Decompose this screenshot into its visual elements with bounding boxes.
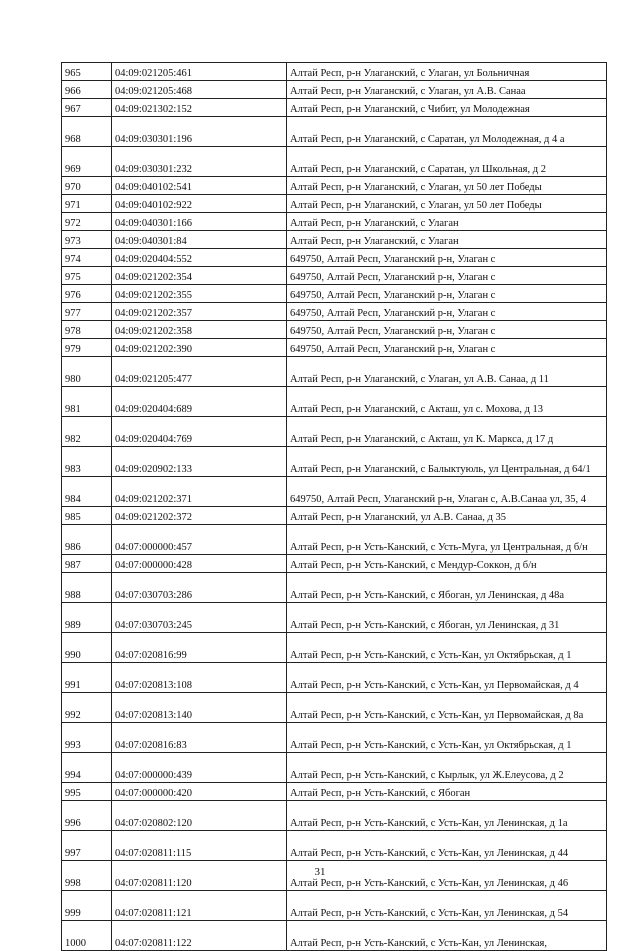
table-row (62, 507, 607, 525)
row-number-cell: 997 (62, 831, 112, 861)
address-cell: Алтай Респ, р-н Улаганский, с Балыктуюль, ул Центральная, д 64/1 (287, 447, 607, 477)
cadastral-number-cell: 04:09:021202:354 (112, 267, 287, 285)
row-number-cell: 986 (62, 525, 112, 555)
address-cell: 649750, Алтай Респ, Улаганский р-н, Улаган с (287, 249, 607, 267)
address-cell: Алтай Респ, р-н Улаганский, с Саратан, ул Школьная, д 2 (287, 147, 607, 177)
table-row (62, 267, 607, 285)
cadastral-number-cell: 04:07:030703:286 (112, 573, 287, 603)
table-row (62, 249, 607, 267)
cadastral-number-cell: 04:09:020902:133 (112, 447, 287, 477)
address-cell: 649750, Алтай Респ, Улаганский р-н, Улаган с, А.В.Санаа ул, 35, 4 (287, 477, 607, 507)
row-number-cell: 969 (62, 147, 112, 177)
table-row (62, 633, 607, 663)
cadastral-number-cell: 04:07:000000:428 (112, 555, 287, 573)
row-number-cell: 981 (62, 387, 112, 417)
table-row (62, 63, 607, 81)
cadastral-number-cell: 04:09:020404:552 (112, 249, 287, 267)
row-number-cell: 999 (62, 891, 112, 921)
table-row (62, 117, 607, 147)
cadastral-number-cell: 04:07:000000:457 (112, 525, 287, 555)
row-number-cell: 979 (62, 339, 112, 357)
address-cell: Алтай Респ, р-н Улаганский, с Акташ, ул К. Маркса, д 17 д (287, 417, 607, 447)
table-row (62, 477, 607, 507)
row-number-cell: 996 (62, 801, 112, 831)
cadastral-number-cell: 04:09:030301:232 (112, 147, 287, 177)
table-row (62, 147, 607, 177)
row-number-cell: 971 (62, 195, 112, 213)
row-number-cell: 967 (62, 99, 112, 117)
row-number-cell: 1000 (62, 921, 112, 951)
row-number-cell: 993 (62, 723, 112, 753)
address-cell: Алтай Респ, р-н Усть-Канский, с Усть-Кан, ул Ленинская, д 1а (287, 801, 607, 831)
address-cell: Алтай Респ, р-н Усть-Канский, с Ябоган (287, 783, 607, 801)
cadastral-number-cell: 04:09:040301:84 (112, 231, 287, 249)
table-row (62, 447, 607, 477)
table-row (62, 891, 607, 921)
cadastral-number-cell: 04:09:040102:922 (112, 195, 287, 213)
row-number-cell: 987 (62, 555, 112, 573)
cadastral-number-cell: 04:09:021205:477 (112, 357, 287, 387)
table-row (62, 525, 607, 555)
row-number-cell: 991 (62, 663, 112, 693)
row-number-cell: 965 (62, 63, 112, 81)
row-number-cell: 983 (62, 447, 112, 477)
row-number-cell: 998 (62, 861, 112, 891)
cadastral-number-cell: 04:09:021202:390 (112, 339, 287, 357)
row-number-cell: 972 (62, 213, 112, 231)
address-cell: Алтай Респ, р-н Усть-Канский, с Усть-Кан, ул Ленинская, д 54 (287, 891, 607, 921)
table-row (62, 921, 607, 951)
row-number-cell: 974 (62, 249, 112, 267)
row-number-cell: 980 (62, 357, 112, 387)
address-cell: 649750, Алтай Респ, Улаганский р-н, Улаган с (287, 285, 607, 303)
cadastral-number-cell: 04:07:020802:120 (112, 801, 287, 831)
cadastral-number-cell: 04:07:020811:121 (112, 891, 287, 921)
address-cell: Алтай Респ, р-н Улаганский, с Улаган (287, 213, 607, 231)
address-cell: Алтай Респ, р-н Усть-Канский, с Усть-Кан, ул Ленинская, д 46 (287, 861, 607, 891)
address-cell: Алтай Респ, р-н Улаганский, с Улаган, ул А.В. Санаа (287, 81, 607, 99)
row-number-cell: 966 (62, 81, 112, 99)
table-row (62, 177, 607, 195)
table-row (62, 783, 607, 801)
table-row (62, 831, 607, 861)
cadastral-number-cell: 04:09:021302:152 (112, 99, 287, 117)
address-cell: Алтай Респ, р-н Усть-Канский, с Усть-Кан, ул Октябрьская, д 1 (287, 723, 607, 753)
table-row (62, 303, 607, 321)
row-number-cell: 984 (62, 477, 112, 507)
cadastral-number-cell: 04:07:020811:122 (112, 921, 287, 951)
address-cell: Алтай Респ, р-н Усть-Канский, с Усть-Кан, ул Ленинская, (287, 921, 607, 951)
address-cell: Алтай Респ, р-н Усть-Канский, с Ябоган, ул Ленинская, д 31 (287, 603, 607, 633)
address-cell: Алтай Респ, р-н Усть-Канский, с Усть-Муга, ул Центральная, д б/н (287, 525, 607, 555)
cadastral-number-cell: 04:09:020404:769 (112, 417, 287, 447)
address-cell: Алтай Респ, р-н Усть-Канский, с Мендур-Соккон, д б/н (287, 555, 607, 573)
cadastral-number-cell: 04:07:020811:115 (112, 831, 287, 861)
row-number-cell: 973 (62, 231, 112, 249)
row-number-cell: 985 (62, 507, 112, 525)
cadastral-number-cell: 04:09:021202:372 (112, 507, 287, 525)
row-number-cell: 990 (62, 633, 112, 663)
table-row (62, 339, 607, 357)
table-row (62, 555, 607, 573)
address-cell: Алтай Респ, р-н Усть-Канский, с Усть-Кан, ул Октябрьская, д 1 (287, 633, 607, 663)
cadastral-table (61, 62, 607, 951)
table-row (62, 573, 607, 603)
cadastral-number-cell: 04:07:020813:140 (112, 693, 287, 723)
address-cell: Алтай Респ, р-н Улаганский, с Акташ, ул с. Мохова, д 13 (287, 387, 607, 417)
address-cell: Алтай Респ, р-н Усть-Канский, с Усть-Кан, ул Первомайская, д 8а (287, 693, 607, 723)
cadastral-number-cell: 04:09:040102:541 (112, 177, 287, 195)
table-row (62, 81, 607, 99)
address-cell: Алтай Респ, р-н Усть-Канский, с Ябоган, ул Ленинская, д 48а (287, 573, 607, 603)
cadastral-number-cell: 04:09:021202:358 (112, 321, 287, 339)
address-cell: 649750, Алтай Респ, Улаганский р-н, Улаган с (287, 303, 607, 321)
address-cell: 649750, Алтай Респ, Улаганский р-н, Улаган с (287, 267, 607, 285)
address-cell: Алтай Респ, р-н Улаганский, с Чибит, ул Молодежная (287, 99, 607, 117)
row-number-cell: 976 (62, 285, 112, 303)
address-cell: Алтай Респ, р-н Улаганский, с Улаган, ул 50 лет Победы (287, 195, 607, 213)
address-cell: Алтай Респ, р-н Усть-Канский, с Кырлык, ул Ж.Елеусова, д 2 (287, 753, 607, 783)
row-number-cell: 992 (62, 693, 112, 723)
row-number-cell: 977 (62, 303, 112, 321)
page-number: 31 (314, 866, 326, 878)
address-cell: 649750, Алтай Респ, Улаганский р-н, Улаган с (287, 321, 607, 339)
row-number-cell: 994 (62, 753, 112, 783)
row-number-cell: 982 (62, 417, 112, 447)
table-row (62, 753, 607, 783)
address-cell: 649750, Алтай Респ, Улаганский р-н, Улаган с (287, 339, 607, 357)
cadastral-number-cell: 04:09:021202:357 (112, 303, 287, 321)
cadastral-number-cell: 04:09:021205:461 (112, 63, 287, 81)
row-number-cell: 989 (62, 603, 112, 633)
address-cell: Алтай Респ, р-н Улаганский, с Улаган, ул 50 лет Победы (287, 177, 607, 195)
cadastral-number-cell: 04:07:020813:108 (112, 663, 287, 693)
cadastral-number-cell: 04:07:030703:245 (112, 603, 287, 633)
table-row (62, 321, 607, 339)
cadastral-number-cell: 04:07:000000:420 (112, 783, 287, 801)
cadastral-number-cell: 04:09:040301:166 (112, 213, 287, 231)
address-cell: Алтай Респ, р-н Улаганский, с Улаган (287, 231, 607, 249)
row-number-cell: 968 (62, 117, 112, 147)
table-row (62, 195, 607, 213)
table-row (62, 801, 607, 831)
cadastral-number-cell: 04:07:020811:120 (112, 861, 287, 891)
address-cell: Алтай Респ, р-н Улаганский, с Улаган, ул А.В. Санаа, д 11 (287, 357, 607, 387)
table-row (62, 387, 607, 417)
table-row (62, 357, 607, 387)
cadastral-number-cell: 04:07:020816:83 (112, 723, 287, 753)
cadastral-number-cell: 04:09:021202:371 (112, 477, 287, 507)
address-cell: Алтай Респ, р-н Усть-Канский, с Усть-Кан, ул Ленинская, д 44 (287, 831, 607, 861)
table-row (62, 417, 607, 447)
address-cell: Алтай Респ, р-н Улаганский, ул А.В. Санаа, д 35 (287, 507, 607, 525)
cadastral-number-cell: 04:09:021202:355 (112, 285, 287, 303)
table-row (62, 285, 607, 303)
table-body (62, 63, 607, 951)
address-cell: Алтай Респ, р-н Улаганский, с Саратан, ул Молодежная, д 4 а (287, 117, 607, 147)
cadastral-number-cell: 04:07:020816:99 (112, 633, 287, 663)
table-row (62, 603, 607, 633)
table-row (62, 231, 607, 249)
cadastral-number-cell: 04:09:021205:468 (112, 81, 287, 99)
address-cell: Алтай Респ, р-н Улаганский, с Улаган, ул Больничная (287, 63, 607, 81)
row-number-cell: 995 (62, 783, 112, 801)
cadastral-number-cell: 04:09:020404:689 (112, 387, 287, 417)
cadastral-number-cell: 04:09:030301:196 (112, 117, 287, 147)
row-number-cell: 975 (62, 267, 112, 285)
row-number-cell: 970 (62, 177, 112, 195)
table-row (62, 693, 607, 723)
table-row (62, 663, 607, 693)
table-row (62, 213, 607, 231)
address-cell: Алтай Респ, р-н Усть-Канский, с Усть-Кан, ул Первомайская, д 4 (287, 663, 607, 693)
table-row (62, 99, 607, 117)
table-row (62, 723, 607, 753)
cadastral-number-cell: 04:07:000000:439 (112, 753, 287, 783)
row-number-cell: 988 (62, 573, 112, 603)
row-number-cell: 978 (62, 321, 112, 339)
